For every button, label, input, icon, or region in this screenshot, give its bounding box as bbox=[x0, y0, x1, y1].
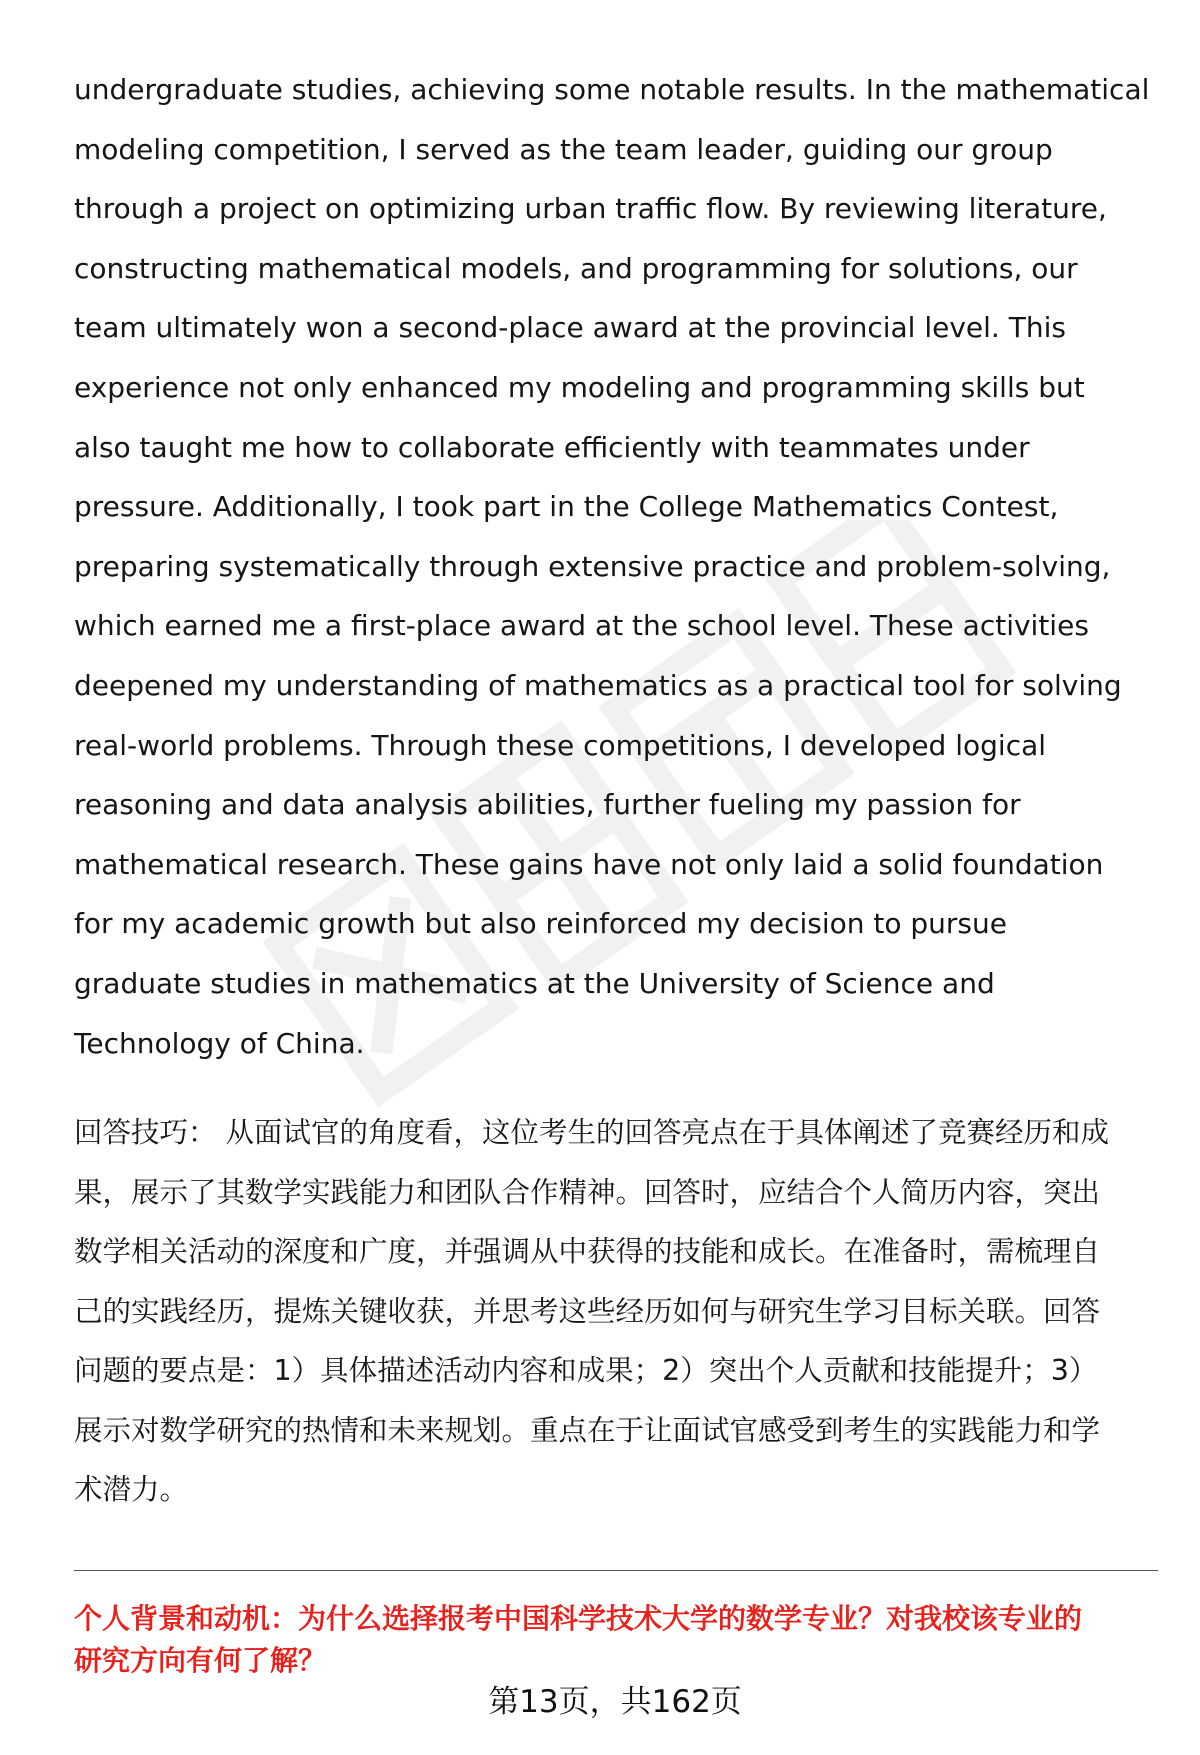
tips-line: 术潜力。 bbox=[74, 1473, 189, 1506]
paragraph-line: reasoning and data analysis abilities, further fueling my passion for bbox=[74, 788, 1021, 822]
tips-line: 回答技巧： 从面试官的角度看，这位考生的回答亮点在于具体阐述了竞赛经历和成 bbox=[74, 1116, 1110, 1149]
paragraph-line: mathematical research. These gains have not only laid a solid foundation bbox=[74, 847, 1104, 881]
paragraph-line: preparing systematically through extensive practice and problem-solving, bbox=[74, 549, 1111, 583]
next-question-heading bbox=[74, 1598, 1164, 1682]
paragraph-line: which earned me a first-place award at the school level. These activities bbox=[74, 609, 1089, 643]
paragraph-line: real-world problems. Through these competitions, I developed logical bbox=[74, 728, 1047, 762]
paragraph-line: modeling competition, I served as the team leader, guiding our group bbox=[74, 132, 1053, 166]
english-answer-paragraph bbox=[74, 60, 1154, 1073]
paragraph-line: experience not only enhanced my modeling and programming skills but bbox=[74, 370, 1085, 404]
paragraph-line: constructing mathematical models, and programming for solutions, our bbox=[74, 251, 1078, 285]
question-line: 个人背景和动机：为什么选择报考中国科学技术大学的数学专业？对我校该专业的 bbox=[74, 1602, 1083, 1635]
page-number-footer: 第13页，共162页 bbox=[488, 1684, 742, 1720]
paragraph-line: graduate studies in mathematics at the University of Science and bbox=[74, 966, 995, 1000]
paragraph-line: also taught me how to collaborate efficiently with teammates under bbox=[74, 430, 1030, 464]
section-divider bbox=[74, 1570, 1158, 1571]
paragraph-line: deepened my understanding of mathematics as a practical tool for solving bbox=[74, 668, 1122, 702]
paragraph-line: team ultimately won a second-place award at the provincial level. This bbox=[74, 311, 1066, 345]
tips-line: 果，展示了其数学实践能力和团队合作精神。回答时，应结合个人简历内容，突出 bbox=[74, 1175, 1101, 1209]
paragraph-line: for my academic growth but also reinforced my decision to pursue bbox=[74, 907, 1007, 941]
paragraph-line: Technology of China. bbox=[74, 1026, 365, 1060]
tips-line: 问题的要点是：1）具体描述活动内容和成果；2）突出个人贡献和技能提升；3） bbox=[74, 1354, 1098, 1387]
question-line: 研究方向有何了解？ bbox=[74, 1644, 327, 1677]
tips-line: 展示对数学研究的热情和未来规划。重点在于让面试官感受到考生的实践能力和学 bbox=[74, 1413, 1101, 1447]
paragraph-line: pressure. Additionally, I took part in the College Mathematics Contest, bbox=[74, 490, 1059, 524]
paragraph-line: undergraduate studies, achieving some notable results. In the mathematical bbox=[74, 73, 1150, 106]
tips-line: 数学相关活动的深度和广度，并强调从中获得的技能和成长。在准备时，需梳理自 bbox=[74, 1235, 1101, 1268]
paragraph-line: through a project on optimizing urban traffic flow. By reviewing literature, bbox=[74, 192, 1107, 226]
answer-tips-paragraph bbox=[74, 1103, 1159, 1520]
tips-line: 己的实践经历，提炼关键收获，并思考这些经历如何与研究生学习目标关联。回答 bbox=[74, 1294, 1101, 1328]
